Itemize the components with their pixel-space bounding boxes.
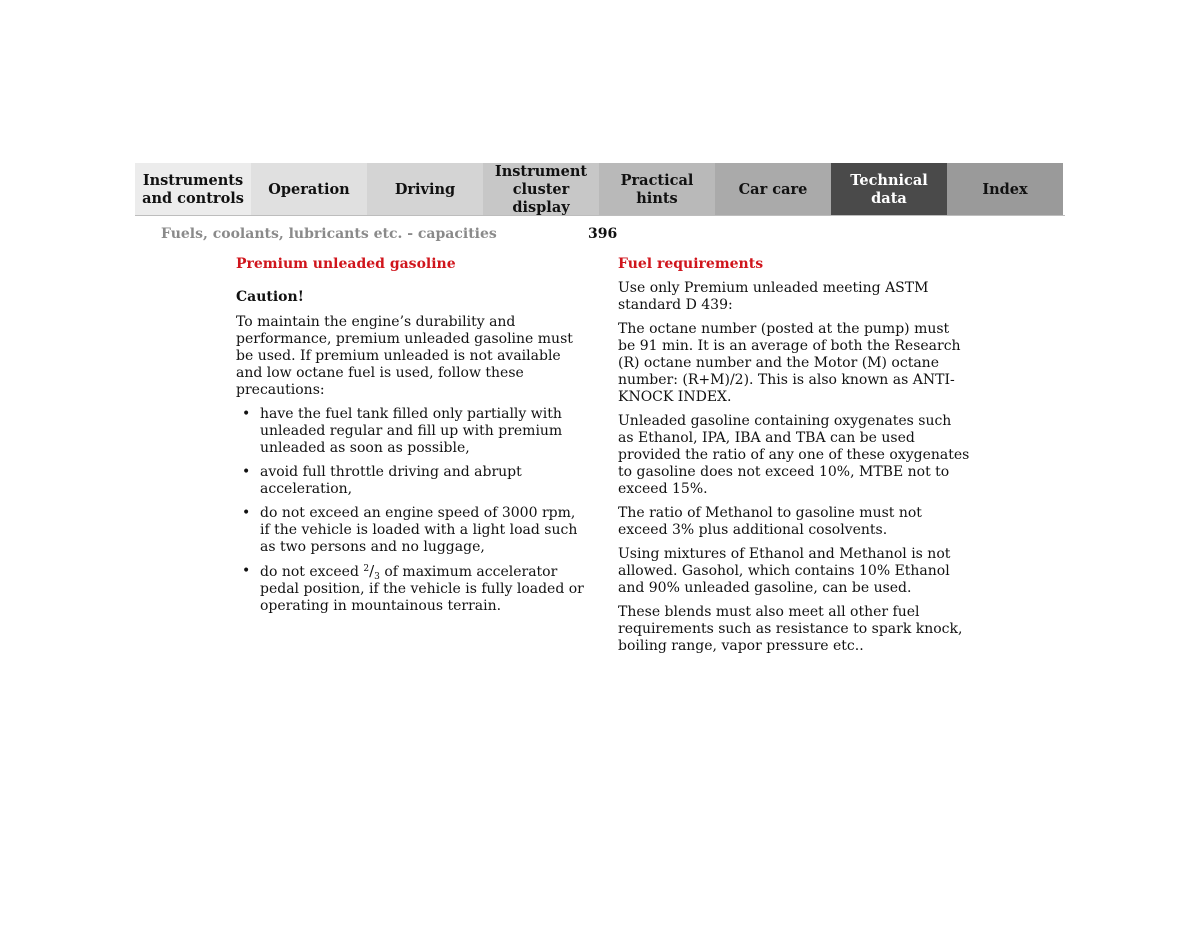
premium-gasoline-heading: Premium unleaded gasoline <box>236 256 456 272</box>
tab-technical-data[interactable]: Technical data <box>831 163 947 216</box>
fraction-numerator: 2 <box>363 564 370 574</box>
bullet-icon: • <box>242 505 251 521</box>
fraction-slash: / <box>369 562 375 580</box>
list-item-text: do not exceed an engine speed of 3000 rpm, if the vehicle is loaded with a light load such as two persons and no luggage, <box>260 505 578 555</box>
fraction-prefix: do not exceed <box>260 564 364 580</box>
bullet-icon: • <box>242 464 251 480</box>
list-item <box>236 505 588 556</box>
left-column <box>236 256 588 622</box>
tab-index[interactable]: Index <box>947 163 1063 216</box>
fuel-paragraph: Use only Premium unleaded meeting ASTM standard D 439: <box>618 280 929 313</box>
tab-driving[interactable]: Driving <box>367 163 483 216</box>
fuel-paragraph: The octane number (posted at the pump) must be 91 min. It is an average of both the Research (R) octane number and the Motor (M) octane number: (R+M)/2). This is also known as ANTI-KNOCK INDEX. <box>618 321 961 405</box>
list-item <box>236 406 588 457</box>
bullet-icon: • <box>242 406 251 422</box>
fuel-paragraph: These blends must also meet all other fuel requirements such as resistance to spark knock, boiling range, vapor pressure etc.. <box>618 604 963 654</box>
precautions-list <box>236 406 588 615</box>
fuel-paragraph: The ratio of Methanol to gasoline must not exceed 3% plus additional cosolvents. <box>618 505 922 538</box>
tab-car-care[interactable]: Car care <box>715 163 831 216</box>
fuel-requirements-heading: Fuel requirements <box>618 256 764 272</box>
tab-practical-hints[interactable]: Practical hints <box>599 163 715 216</box>
list-item-text: have the fuel tank filled only partially with unleaded regular and fill up with premium unleaded as soon as possible, <box>260 406 563 456</box>
bullet-icon: • <box>242 563 251 579</box>
tab-instruments-and-controls[interactable]: Instruments and controls <box>135 163 251 216</box>
list-item <box>236 464 588 498</box>
section-title: Fuels, coolants, lubricants etc. - capacities <box>161 226 497 242</box>
tab-instrument-cluster-display[interactable]: Instrument cluster display <box>483 163 599 216</box>
chapter-tab-bar <box>135 163 1065 216</box>
page-number: 396 <box>588 226 618 242</box>
fraction-suffix: of maximum accelerator pedal position, if the vehicle is fully loaded or operating in mountainous terrain. <box>260 564 584 614</box>
fraction-denominator: 3 <box>374 572 380 582</box>
right-column <box>618 256 970 662</box>
fuel-paragraph: Using mixtures of Ethanol and Methanol is not allowed. Gasohol, which contains 10% Ethanol and 90% unleaded gasoline, can be used. <box>618 546 951 596</box>
caution-intro: To maintain the engine’s durability and performance, premium unleaded gasoline must be used. If premium unleaded is not available and low octane fuel is used, follow these precautions: <box>236 314 573 398</box>
list-item-text: avoid full throttle driving and abrupt acceleration, <box>260 464 522 497</box>
list-item <box>236 563 588 615</box>
tab-divider <box>135 215 1065 216</box>
fuel-paragraph: Unleaded gasoline containing oxygenates such as Ethanol, IPA, IBA and TBA can be used provided the ratio of any one of these oxygenates to gasoline does not exceed 10%, MTBE not to exceed 15%. <box>618 413 970 497</box>
caution-label: Caution! <box>236 289 304 305</box>
tab-operation[interactable]: Operation <box>251 163 367 216</box>
